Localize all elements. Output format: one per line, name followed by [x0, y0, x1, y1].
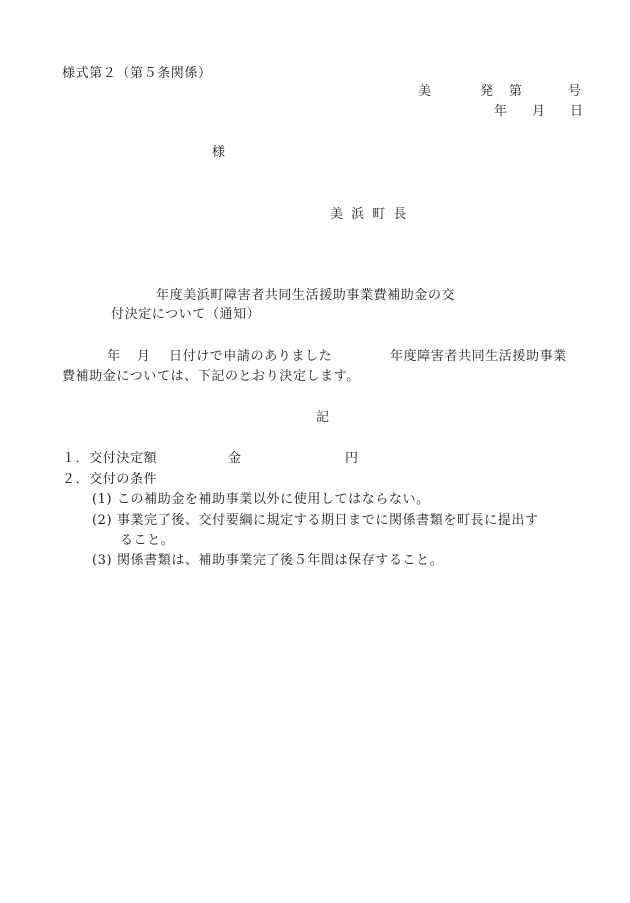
body-line-2: 費補助金については、下記のとおり決定します。 [62, 369, 360, 384]
body-month: 月 [137, 349, 151, 364]
condition-3: (3) 関係書類は、補助事業完了後５年間は保存すること。 [92, 553, 444, 568]
body-year: 年 [107, 349, 121, 364]
doc-number-dai: 第 [509, 84, 523, 99]
doc-number-go: 号 [568, 84, 582, 99]
condition-2-line1: (2) 事業完了後、交付要綱に規定する期日までに関係書類を町長に提出す [92, 513, 539, 528]
condition-1: (1) この補助金を補助事業以外に使用してはならない。 [92, 492, 430, 507]
item1-kin: 金 [228, 451, 242, 466]
date-day: 日 [570, 104, 584, 119]
sender-name: 美 浜 町 長 [330, 207, 409, 222]
item2-label: ２．交付の条件 [62, 472, 158, 487]
doc-number-prefix: 美 [418, 84, 432, 99]
notice-title-line1: 年度美浜町障害者共同生活援助事業費補助金の交 [156, 288, 456, 303]
date-year: 年 [494, 104, 508, 119]
doc-number-hatsu: 発 [480, 84, 494, 99]
body-text-2: 年度障害者共同生活援助事業 [390, 349, 567, 364]
item1-yen: 円 [345, 451, 359, 466]
date-month: 月 [532, 104, 546, 119]
form-label: 様式第２（第５条関係） [62, 66, 212, 81]
notice-title-line2: 付決定について（通知） [111, 307, 261, 322]
condition-2-line2: ること。 [120, 533, 175, 548]
ki-heading: 記 [316, 410, 330, 425]
item1-label: １．交付決定額 [62, 451, 158, 466]
body-text-1: 日付けで申請のありました [169, 349, 333, 364]
addressee-suffix: 様 [212, 145, 226, 160]
